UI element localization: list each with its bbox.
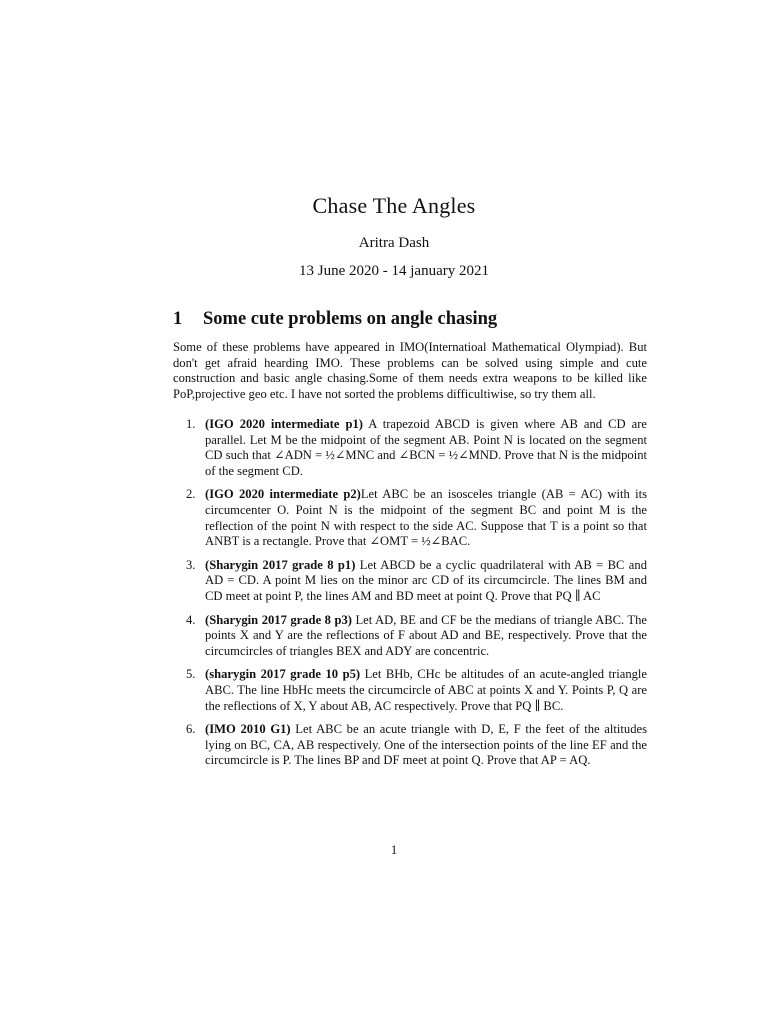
problem-text: A trapezoid ABCD is given where AB and CD are parallel. Let M be the midpoint of the segment AB. Point N is located on the segment CD such that ∠ADN = ½∠MNC and ∠BCN = ½∠MND. Prove that N is the midpoint of the segment CD.	[205, 417, 647, 478]
problem-source: (IMO 2010 G1)	[205, 722, 291, 737]
problem-number: 4.	[186, 612, 196, 627]
problem-number: 5.	[186, 667, 196, 682]
problem-number: 1.	[186, 417, 196, 431]
problem-item	[173, 487, 647, 549]
section-title: Some cute problems on angle chasing	[203, 309, 498, 329]
problem-source: (IGO 2020 intermediate p1)	[205, 417, 363, 431]
page-number: 1	[390, 843, 398, 857]
problem-number: 2.	[186, 487, 196, 502]
document-author: Aritra Dash	[358, 235, 430, 251]
problem-list	[173, 417, 647, 777]
problem-number: 3.	[186, 557, 196, 572]
problem-text: Let ABC be an isosceles triangle (AB = AC) with its circumcenter O. Point N is the midpoint of the segment BC and point M is the reflection of the point N with respect to the side AC. Suppose that T is a point so that ANBT is a rectangle. Prove that ∠OMT = ½∠BAC.	[205, 487, 647, 549]
problem-source: (Sharygin 2017 grade 8 p3)	[205, 612, 352, 627]
section-heading	[173, 309, 497, 330]
problem-item	[173, 722, 647, 769]
problem-item	[173, 558, 647, 605]
problem-source: (sharygin 2017 grade 10 p5)	[205, 667, 361, 682]
problem-text: Let ABC be an acute triangle with D, E, F the feet of the altitudes lying on BC, CA, AB respectively. One of the intersection points of the line EF and the circumcircle is P. The lines BP and DF meet at point Q. Prove that AP = AQ.	[205, 722, 647, 768]
document-date: 13 June 2020 - 14 january 2021	[299, 263, 489, 279]
problem-item	[173, 667, 647, 714]
document-title: Chase The Angles	[312, 193, 476, 218]
problem-text: Let AD, BE and CF be the medians of triangle ABC. The points X and Y are the reflections of F about AD and BE, respectively. Prove that the circumcircles of triangles BEX and ADY are concentric.	[205, 612, 648, 658]
intro-paragraph: Some of these problems have appeared in IMO(Internatioal Mathematical Olympiad). But don't get afraid hearding IMO. These problems can be solved using simple and cute construction and basic angle chasing.Some of them needs extra weapons to be killed like PoP,projective geo etc. I have not sorted the problems difficultiwise, so try them all.	[173, 340, 647, 401]
section-number: 1	[173, 309, 183, 329]
problem-text: Let ABCD be a cyclic quadrilateral with AB = BC and AD = CD. A point M lies on the minor arc CD of its circumcircle. The lines BM and CD meet at point P, the lines AM and BD meet at point Q. Prove that PQ ∥ AC	[205, 557, 647, 603]
problem-source: (IGO 2020 intermediate p2)	[205, 487, 361, 502]
problem-number: 6.	[186, 722, 196, 737]
problem-item	[173, 417, 647, 479]
problem-source: (Sharygin 2017 grade 8 p1)	[205, 557, 356, 572]
problem-text: Let BHb, CHc be altitudes of an acute-angled triangle ABC. The line HbHc meets the circumcircle of ABC at points X and Y. Points P, Q are the reflections of X, Y about AB, AC respectively. Prove that PQ ∥ BC.	[205, 667, 648, 713]
problem-item	[173, 613, 647, 660]
